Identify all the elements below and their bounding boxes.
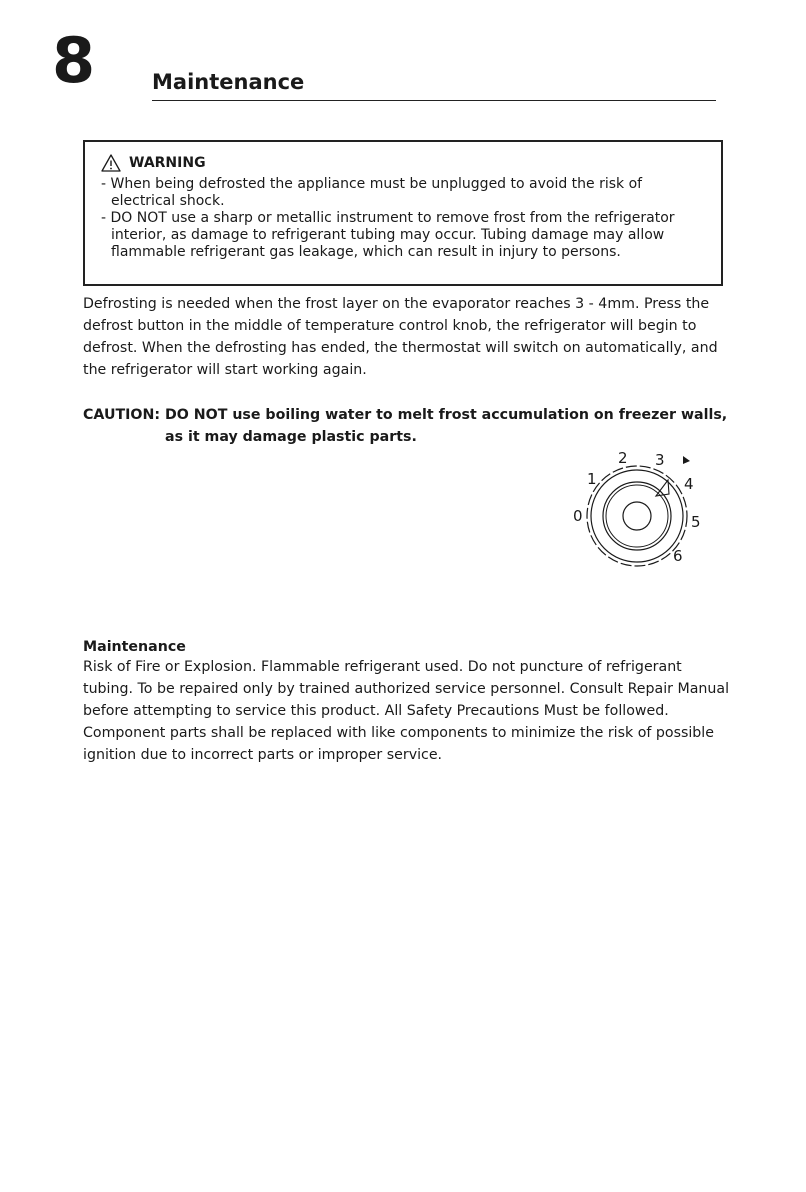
warning-box [83,140,723,286]
maintenance-paragraph: Risk of Fire or Explosion. Flammable refrigerant used. Do not puncture of refrigerant tubing. To be repaired only by trained authorized service personnel. Consult Repair Manual before attempting to service this product. All Safety Precautions Must be followed. Component parts shall be replaced with like components to minimize the risk of possible ignition due to incorrect parts or improper service. [83,659,730,763]
dial-label: 5 [691,513,701,531]
warning-title: WARNING [129,154,206,171]
caution-label: CAUTION: [83,407,161,423]
warning-triangle-icon [101,154,121,172]
warning-item: - When being defrosted the appliance must be unplugged to avoid the risk of electrical shock. [101,176,643,209]
section-title: Maintenance [152,70,305,94]
dial-label: 1 [587,470,597,488]
maintenance-heading: Maintenance [83,639,186,655]
caution-notice [83,404,733,448]
page-number: 8 [52,24,95,97]
dial-label: 3 [655,451,665,469]
dial-label: 4 [684,475,694,493]
arrow-marker-icon [683,456,690,464]
warning-header [101,152,707,174]
warning-item: - DO NOT use a sharp or metallic instrument to remove frost from the refrigerator interior, as damage to refrigerant tubing may occur. Tubing damage may allow flammable refrigerant gas leakage, which can result in injury to persons. [101,210,675,260]
dial-label: 6 [673,547,683,565]
dial-label: 2 [618,449,628,467]
caution-line-1: DO NOT use boiling water to melt frost accumulation on freezer walls, [165,407,728,423]
temperature-control-knob-icon [560,444,720,574]
defrost-paragraph: Defrosting is needed when the frost layer on the evaporator reaches 3 - 4mm. Press the defrost button in the middle of temperature control knob, the refrigerator will begin to defrost. When the defrosting has ended, the thermostat will switch on automatically, and the refrigerator will start working again. [83,296,718,378]
caution-line-2: as it may damage plastic parts. [165,429,417,445]
dial-label: 0 [573,507,583,525]
title-divider [152,100,716,101]
